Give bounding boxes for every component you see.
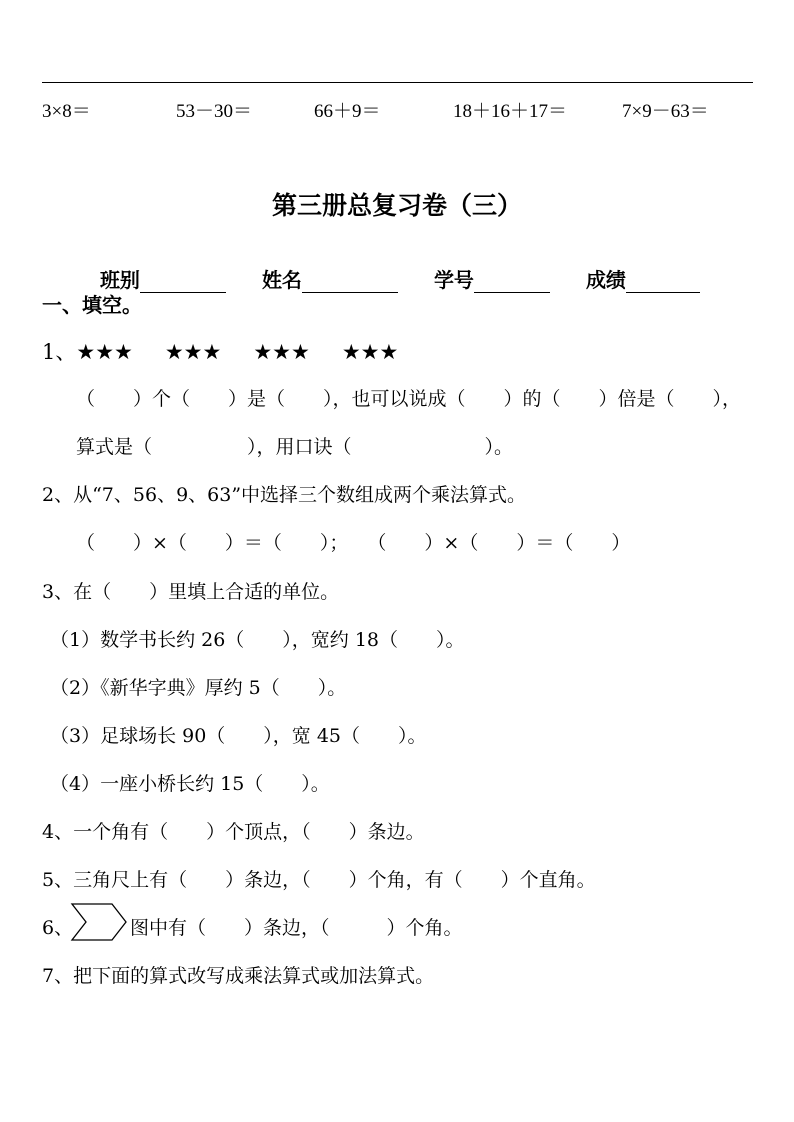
q1-stars-row (42, 336, 398, 366)
name-field[interactable] (248, 240, 398, 293)
q5-text: 5、三角尺上有（ ）条边，（ ）个角，有（ ）个直角。 (42, 869, 596, 891)
name-label: 姓名 (261, 268, 302, 292)
q3-text: 3、在（ ）里填上合适的单位。 (42, 581, 340, 603)
star-group-1: ★★★ (76, 340, 133, 364)
equation-5: 7×9－63＝ (622, 101, 709, 122)
q6-number: 6、 (42, 917, 74, 939)
section-heading: 一、填空。 (42, 293, 142, 317)
page-title: 第三册总复习卷（三） (271, 191, 522, 220)
q2-line: （ ）×（ ）＝（ ）； （ ）×（ ）＝（ ） (76, 532, 631, 554)
class-blank[interactable] (140, 272, 226, 293)
q3-item-3: （3）足球场长 90（ ），宽 45（ ）。 (50, 725, 427, 747)
q7-text: 7、把下面的算式改写成乘法算式或加法算式。 (42, 965, 435, 987)
q2-text: 2、从“7、56、9、63”中选择三个数组成两个乘法算式。 (42, 484, 527, 506)
equation-2: 53－30＝ (176, 101, 253, 122)
number-blank[interactable] (474, 272, 550, 293)
q3-item-2: （2）《新华字典》厚约 5（ ）。 (50, 677, 347, 699)
q6-text: 图中有（ ）条边，（ ）个角。 (130, 917, 463, 939)
q1-line2: 算式是（ ），用口诀（ ）。 (76, 436, 514, 458)
star-group-3: ★★★ (253, 340, 310, 364)
equation-3: 66＋9＝ (314, 101, 381, 122)
chevron-pentagon-icon (70, 902, 128, 942)
star-group-2: ★★★ (164, 340, 222, 364)
q1-line1: （ ）个（ ）是（ ），也可以说成（ ）的（ ）倍是（ ）， (76, 388, 742, 410)
number-field[interactable] (420, 240, 550, 293)
class-label: 班别 (99, 268, 140, 292)
top-divider (42, 82, 753, 83)
score-label: 成绩 (585, 268, 626, 292)
score-field[interactable] (572, 240, 700, 293)
q1-number: 1、 (42, 340, 77, 364)
number-label: 学号 (433, 268, 474, 292)
star-group-4: ★★★ (341, 340, 399, 364)
score-blank[interactable] (626, 272, 700, 293)
q3-item-4: （4）一座小桥长约 15（ ）。 (50, 773, 330, 795)
equation-1: 3×8＝ (42, 101, 91, 122)
q4-text: 4、一个角有（ ）个顶点，（ ）条边。 (42, 821, 425, 843)
class-field[interactable] (86, 240, 226, 293)
q3-item-1: （1）数学书长约 26（ ），宽约 18（ ）。 (50, 629, 465, 651)
equation-4: 18＋16＋17＝ (453, 101, 568, 122)
name-blank[interactable] (302, 272, 398, 293)
